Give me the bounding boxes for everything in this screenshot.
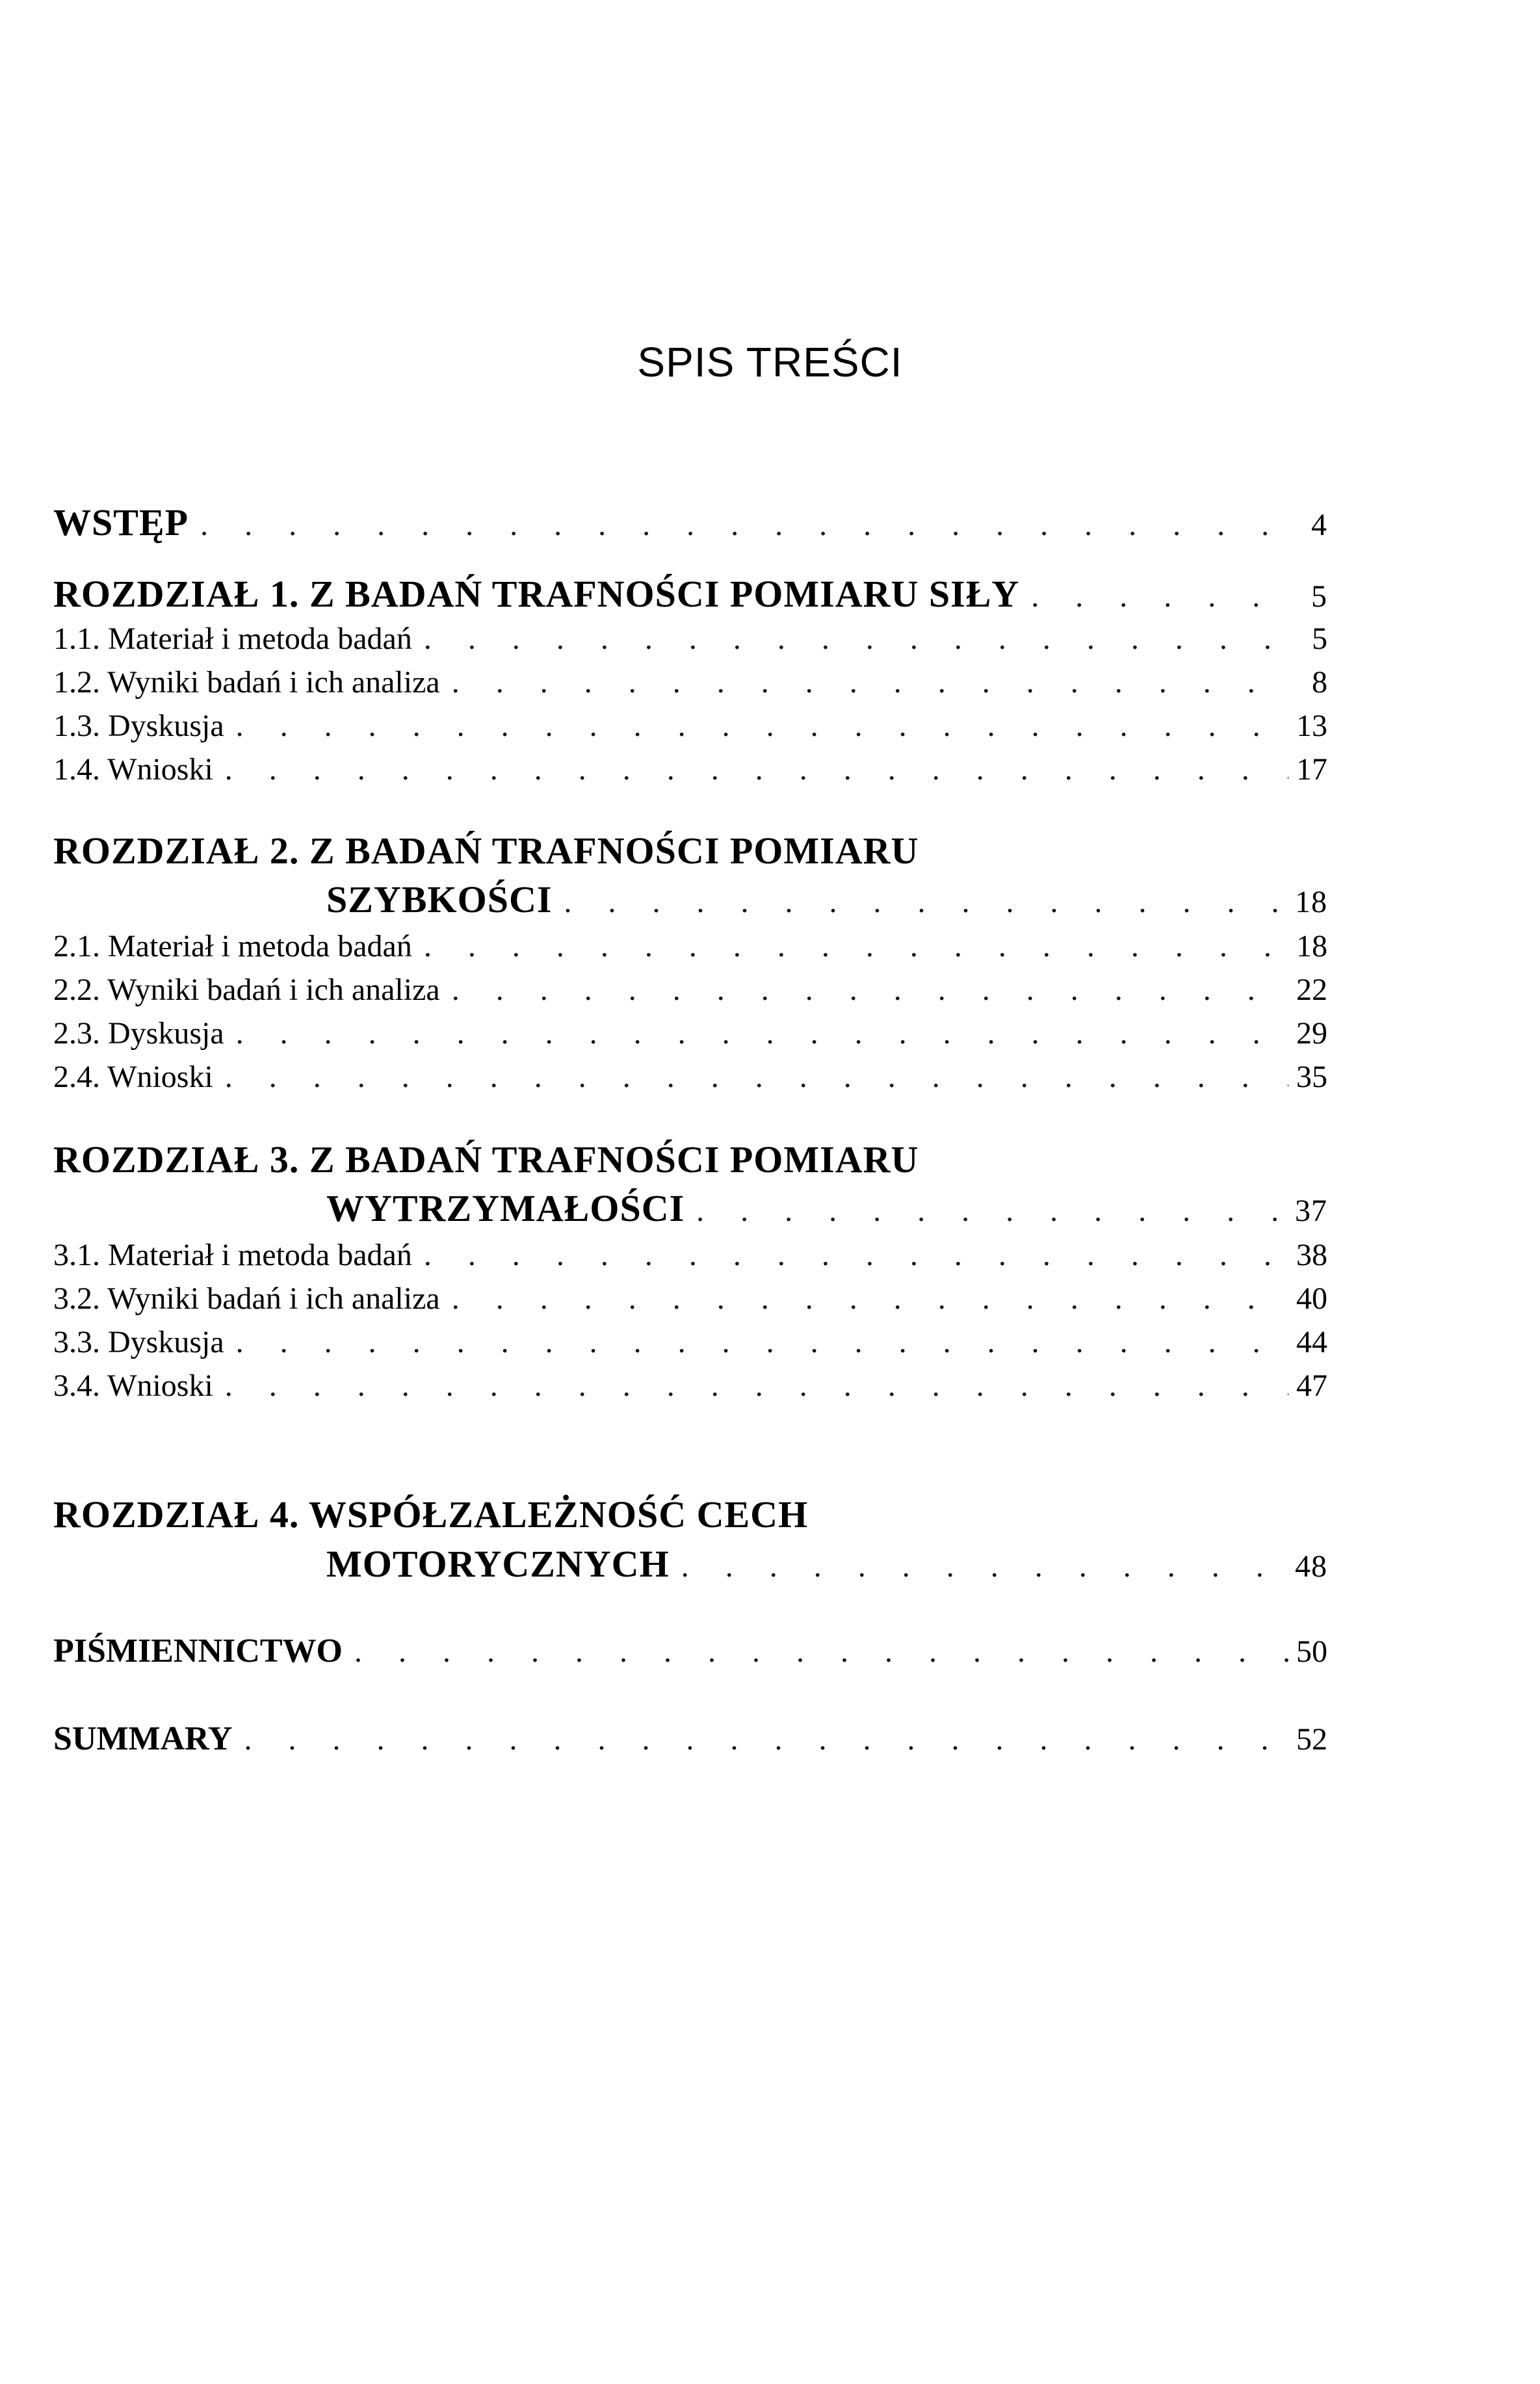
toc-entry-section bbox=[53, 972, 1327, 1008]
toc-entry-section bbox=[53, 621, 1327, 657]
toc-entry-page: 37 bbox=[1295, 1194, 1327, 1228]
toc-entry-page: 17 bbox=[1296, 752, 1327, 787]
toc-entry-section bbox=[53, 1324, 1327, 1360]
toc-entry-label: 2.1. Materiał i metoda badań bbox=[53, 929, 412, 963]
toc-entry-label: MOTORYCZNYCH bbox=[326, 1543, 670, 1585]
toc-entry-page: 22 bbox=[1296, 973, 1327, 1007]
toc-entry-chapter-2 bbox=[53, 829, 1327, 872]
toc-entry-label: 2.4. Wnioski bbox=[53, 1060, 213, 1094]
toc-entry-page: 5 bbox=[1312, 622, 1327, 656]
toc-leader-dots bbox=[552, 884, 1288, 920]
toc-entry-page: 40 bbox=[1296, 1281, 1327, 1316]
toc-entry-section bbox=[53, 928, 1327, 964]
toc-leader-dots bbox=[213, 1059, 1288, 1095]
toc-entry-label: 2.3. Dyskusja bbox=[53, 1016, 224, 1051]
toc-entry-label: 3.4. Wnioski bbox=[53, 1369, 213, 1403]
toc-leader-dots bbox=[412, 928, 1288, 964]
toc-leader-dots bbox=[224, 708, 1288, 744]
toc-entry-page: 29 bbox=[1296, 1016, 1327, 1051]
toc-entry-page: 8 bbox=[1312, 665, 1327, 700]
toc-entry-page: 4 bbox=[1311, 508, 1327, 542]
toc-entry-label: 3.1. Materiał i metoda badań bbox=[53, 1238, 412, 1272]
toc-entry-label: PIŚMIENNICTWO bbox=[53, 1632, 343, 1670]
toc-leader-dots bbox=[232, 1722, 1288, 1757]
toc-leader-dots bbox=[189, 507, 1288, 543]
toc-leader-dots bbox=[440, 664, 1288, 700]
toc-entry-label: WSTĘP bbox=[53, 501, 189, 544]
toc-entry-page: 48 bbox=[1295, 1549, 1327, 1584]
toc-entry-label: SZYBKOŚCI bbox=[326, 878, 553, 921]
toc-entry-bibliography bbox=[53, 1632, 1327, 1670]
toc-entry-label: 1.4. Wnioski bbox=[53, 752, 213, 787]
toc-entry-page: 18 bbox=[1296, 929, 1327, 963]
toc-entry-section bbox=[53, 1368, 1327, 1404]
toc-entry-section bbox=[53, 1237, 1327, 1273]
toc-entry-label: WYTRZYMAŁOŚCI bbox=[326, 1187, 685, 1229]
toc-leader-dots bbox=[213, 752, 1288, 787]
toc-entry-page: 38 bbox=[1296, 1238, 1327, 1272]
toc-entry-page: 5 bbox=[1311, 579, 1327, 614]
toc-entry-chapter-3-cont bbox=[53, 1186, 1327, 1230]
toc-entry-chapter-3 bbox=[53, 1138, 1327, 1181]
toc-entry-label: 2.2. Wyniki badań i ich analiza bbox=[53, 973, 440, 1007]
toc-leader-dots bbox=[343, 1634, 1288, 1670]
toc-entry-chapter-4 bbox=[53, 1493, 1327, 1536]
toc-entry-page: 35 bbox=[1296, 1060, 1327, 1094]
toc-entry-page: 50 bbox=[1296, 1634, 1327, 1669]
toc-entry-page: 47 bbox=[1296, 1369, 1327, 1403]
toc-entry-summary bbox=[53, 1720, 1327, 1758]
toc-entry-chapter-2-cont bbox=[53, 878, 1327, 921]
toc-leader-dots bbox=[670, 1549, 1288, 1584]
toc-entry-label: 1.3. Dyskusja bbox=[53, 709, 224, 743]
toc-entry-page: 44 bbox=[1296, 1325, 1327, 1359]
toc-entry-section bbox=[53, 1281, 1327, 1316]
toc-entry-label: 1.2. Wyniki badań i ich analiza bbox=[53, 665, 440, 700]
toc-entry-label: SUMMARY bbox=[53, 1720, 233, 1757]
toc-entry-label: ROZDZIAŁ 4. WSPÓŁZALEŻNOŚĆ CECH bbox=[53, 1493, 809, 1536]
toc-leader-dots bbox=[685, 1193, 1288, 1229]
toc-entry-section bbox=[53, 708, 1327, 744]
toc-leader-dots bbox=[213, 1368, 1288, 1404]
toc-entry-section bbox=[53, 664, 1327, 700]
toc-leader-dots bbox=[224, 1015, 1288, 1051]
toc-entry-page: 18 bbox=[1295, 885, 1327, 919]
toc-entry-chapter-1 bbox=[53, 572, 1327, 616]
toc-entry-page: 13 bbox=[1296, 709, 1327, 743]
toc-leader-dots bbox=[412, 1237, 1288, 1273]
toc-entry-chapter-4-cont bbox=[53, 1542, 1327, 1586]
toc-leader-dots bbox=[1019, 579, 1288, 614]
toc-entry-page: 52 bbox=[1296, 1722, 1327, 1757]
toc-entry-label: ROZDZIAŁ 1. Z BADAŃ TRAFNOŚCI POMIARU SIŁY bbox=[53, 573, 1020, 615]
page-title: SPIS TREŚCI bbox=[637, 339, 903, 386]
toc-leader-dots bbox=[440, 972, 1288, 1008]
toc-entry-label: 1.1. Materiał i metoda badań bbox=[53, 622, 412, 656]
toc-entry-label: ROZDZIAŁ 3. Z BADAŃ TRAFNOŚCI POMIARU bbox=[53, 1138, 919, 1181]
toc-leader-dots bbox=[412, 621, 1288, 657]
toc-entry-label: 3.2. Wyniki badań i ich analiza bbox=[53, 1281, 440, 1316]
toc-entry-label: ROZDZIAŁ 2. Z BADAŃ TRAFNOŚCI POMIARU bbox=[53, 830, 919, 872]
toc-entry-label: 3.3. Dyskusja bbox=[53, 1325, 224, 1359]
toc-leader-dots bbox=[224, 1324, 1288, 1360]
toc-entry-section bbox=[53, 1015, 1327, 1051]
toc-entry-section bbox=[53, 1059, 1327, 1095]
toc-leader-dots bbox=[440, 1281, 1288, 1316]
toc-entry-section bbox=[53, 752, 1327, 787]
toc-entry-intro bbox=[53, 501, 1327, 544]
